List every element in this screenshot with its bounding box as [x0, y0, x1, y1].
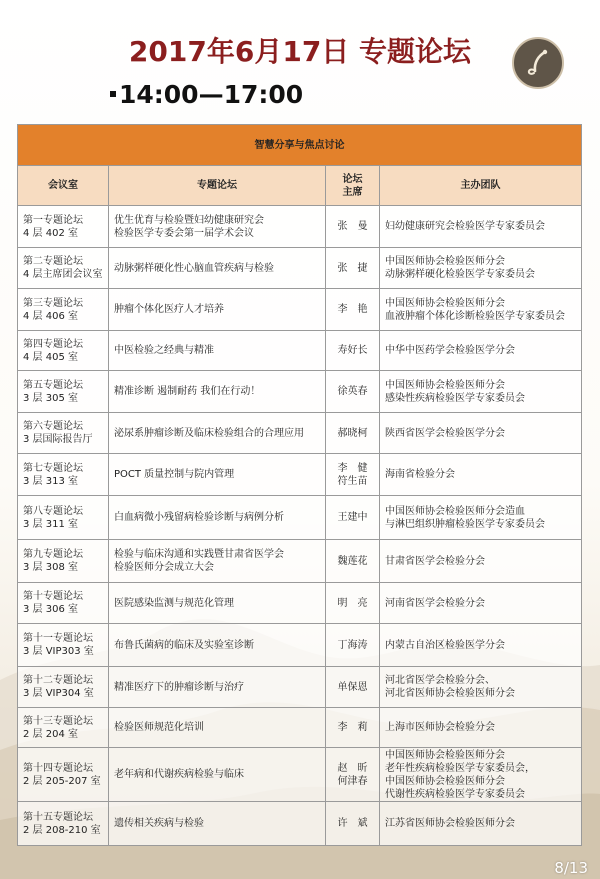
topic-cell: 老年病和代谢疾病检验与临床	[109, 748, 326, 802]
room-cell: 第八专题论坛 3 层 311 室	[18, 496, 109, 540]
room-cell: 第三专题论坛 4 层 406 室	[18, 289, 109, 331]
room-cell: 第九专题论坛 3 层 308 室	[18, 540, 109, 583]
room-cell: 第二专题论坛 4 层主席团会议室	[18, 248, 109, 289]
page-indicator: 8/13	[554, 859, 588, 877]
chair-cell: 徐英春	[326, 371, 380, 413]
column-header-host: 主办团队	[380, 166, 582, 206]
chair-cell: 明 亮	[326, 583, 380, 624]
table-row	[18, 454, 582, 496]
table-row	[18, 289, 582, 331]
host-cell: 中华中医药学会检验医学分会	[380, 331, 582, 371]
host-cell: 甘肃省医学会检验分会	[380, 540, 582, 583]
table-row	[18, 748, 582, 802]
room-cell: 第十五专题论坛 2 层 208-210 室	[18, 802, 109, 846]
chair-cell: 李 艳	[326, 289, 380, 331]
chair-cell: 张 曼	[326, 206, 380, 248]
topic-cell: 白血病微小残留病检验诊断与病例分析	[109, 496, 326, 540]
page-title: 2017年6月17日 专题论坛	[128, 35, 472, 68]
topic-cell: 泌尿系肿瘤诊断及临床检验组合的合理应用	[109, 413, 326, 454]
host-cell: 中国医师协会检验医师分会造血 与淋巴组织肿瘤检验医学专家委员会	[380, 496, 582, 540]
room-cell: 第六专题论坛 3 层国际报告厅	[18, 413, 109, 454]
host-cell: 中国医师协会检验医师分会 老年性疾病检验医学专家委员会， 中国医师协会检验医师分会 代谢性疾病检验医学专家委员会	[380, 748, 582, 802]
topic-cell: POCT 质量控制与院内管理	[109, 454, 326, 496]
topic-cell: 检验医师规范化培训	[109, 708, 326, 748]
room-cell: 第五专题论坛 3 层 305 室	[18, 371, 109, 413]
table-row	[18, 413, 582, 454]
table-row	[18, 708, 582, 748]
chair-cell: 寿好长	[326, 331, 380, 371]
table-row	[18, 371, 582, 413]
chair-cell: 李 健 符生苗	[326, 454, 380, 496]
pen-nib-logo-icon	[512, 37, 564, 89]
chair-cell: 赵 昕 何津春	[326, 748, 380, 802]
host-cell: 陕西省医学会检验医学分会	[380, 413, 582, 454]
table-header-row	[18, 166, 582, 206]
chair-cell: 郝晓柯	[326, 413, 380, 454]
time-range	[110, 80, 303, 109]
host-cell: 中国医师协会检验医师分会 血液肿瘤个体化诊断检验医学专家委员会	[380, 289, 582, 331]
room-cell: 第一专题论坛 4 层 402 室	[18, 206, 109, 248]
table-row	[18, 624, 582, 667]
topic-cell: 遗传相关疾病与检验	[109, 802, 326, 846]
host-cell: 妇幼健康研究会检验医学专家委员会	[380, 206, 582, 248]
room-cell: 第十二专题论坛 3 层 VIP304 室	[18, 667, 109, 708]
table-row	[18, 248, 582, 289]
topic-cell: 肿瘤个体化医疗人才培养	[109, 289, 326, 331]
topic-cell: 优生优育与检验暨妇幼健康研究会 检验医学专委会第一届学术会议	[109, 206, 326, 248]
room-cell: 第十四专题论坛 2 层 205-207 室	[18, 748, 109, 802]
room-cell: 第十三专题论坛 2 层 204 室	[18, 708, 109, 748]
topic-cell: 布鲁氏菌病的临床及实验室诊断	[109, 624, 326, 667]
bullet-square-icon	[110, 91, 116, 97]
topic-cell: 检验与临床沟通和实践暨甘肃省医学会 检验医师分会成立大会	[109, 540, 326, 583]
table-row	[18, 496, 582, 540]
table-row	[18, 802, 582, 846]
room-cell: 第四专题论坛 4 层 405 室	[18, 331, 109, 371]
host-cell: 江苏省医师协会检验医师分会	[380, 802, 582, 846]
room-cell: 第七专题论坛 3 层 313 室	[18, 454, 109, 496]
chair-cell: 单保恩	[326, 667, 380, 708]
time-text: 14:00—17:00	[119, 80, 304, 109]
topic-cell: 医院感染监测与规范化管理	[109, 583, 326, 624]
host-cell: 内蒙古自治区检验医学分会	[380, 624, 582, 667]
host-cell: 河南省医学会检验分会	[380, 583, 582, 624]
room-cell: 第十专题论坛 3 层 306 室	[18, 583, 109, 624]
topic-cell: 精准医疗下的肿瘤诊断与治疗	[109, 667, 326, 708]
table-row	[18, 331, 582, 371]
topic-cell: 中医检验之经典与精准	[109, 331, 326, 371]
table-row	[18, 583, 582, 624]
table-banner: 智慧分享与焦点讨论	[18, 125, 582, 166]
table-row	[18, 206, 582, 248]
host-cell: 河北省医学会检验分会、 河北省医师协会检验医师分会	[380, 667, 582, 708]
topic-cell: 精准诊断 遏制耐药 我们在行动！	[109, 371, 326, 413]
column-header-room: 会议室	[18, 166, 109, 206]
host-cell: 中国医师协会检验医师分会 感染性疾病检验医学专家委员会	[380, 371, 582, 413]
topic-cell: 动脉粥样硬化性心脑血管疾病与检验	[109, 248, 326, 289]
column-header-chair: 论坛 主席	[326, 166, 380, 206]
chair-cell: 王建中	[326, 496, 380, 540]
chair-cell: 许 斌	[326, 802, 380, 846]
table-row	[18, 540, 582, 583]
table-banner-row	[18, 125, 582, 166]
forum-schedule-table	[17, 124, 582, 846]
chair-cell: 李 莉	[326, 708, 380, 748]
chair-cell: 丁海涛	[326, 624, 380, 667]
chair-cell: 张 捷	[326, 248, 380, 289]
host-cell: 上海市医师协会检验分会	[380, 708, 582, 748]
room-cell: 第十一专题论坛 3 层 VIP303 室	[18, 624, 109, 667]
chair-cell: 魏莲花	[326, 540, 380, 583]
host-cell: 海南省检验分会	[380, 454, 582, 496]
table-row	[18, 667, 582, 708]
host-cell: 中国医师协会检验医师分会 动脉粥样硬化检验医学专家委员会	[380, 248, 582, 289]
column-header-topic: 专题论坛	[109, 166, 326, 206]
